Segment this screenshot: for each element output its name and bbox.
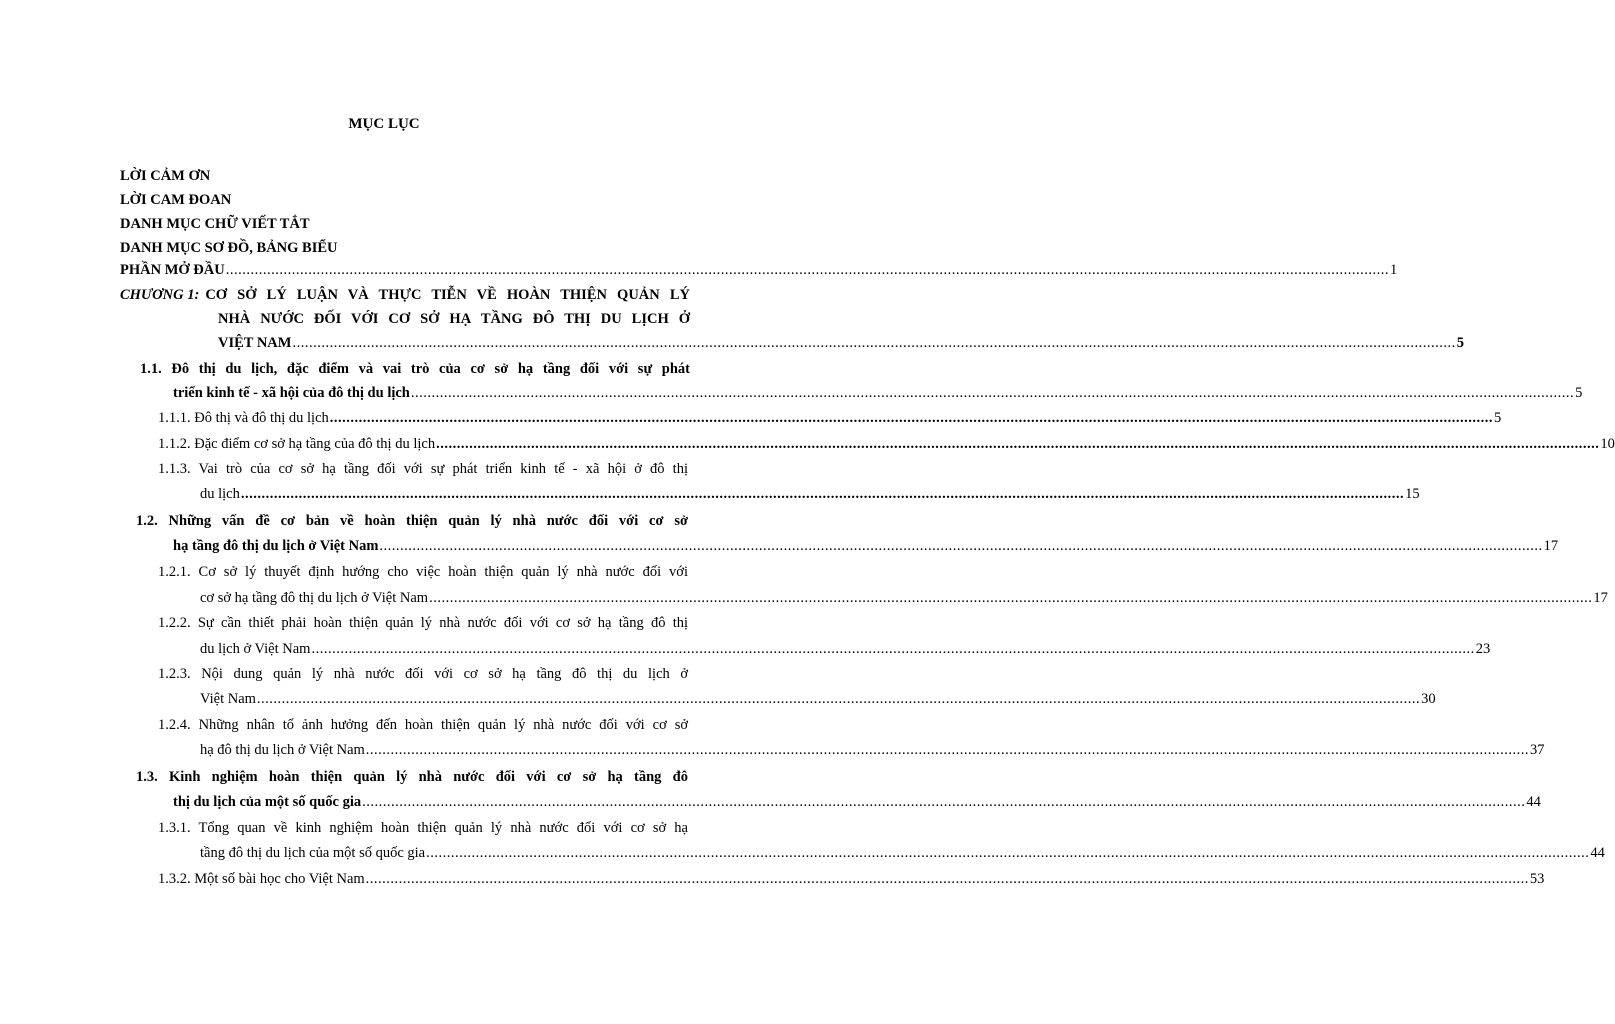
toc-section-1-3-1-line1[interactable]: 1.3.1. Tổng quan về kinh nghiệm hoàn thiện quản lý nhà nước đối với cơ sở hạ	[158, 820, 688, 836]
toc-entry-text: thị du lịch của một số quốc gia	[173, 794, 362, 810]
toc-section-1-1-1[interactable]	[158, 409, 1502, 427]
toc-front-acknowledgement[interactable]: LỜI CẢM ƠN	[120, 168, 211, 184]
toc-section-1-3-line2[interactable]	[173, 793, 1541, 811]
toc-front-abbreviations[interactable]: DANH MỤC CHỮ VIẾT TẮT	[120, 216, 310, 232]
toc-chapter1-line1[interactable]	[120, 286, 690, 304]
toc-chapter1-line3[interactable]	[218, 334, 1464, 352]
toc-page-number: 1	[1389, 262, 1398, 278]
toc-entry-text: 1.3.2. Một số bài học cho Việt Nam	[158, 871, 365, 887]
toc-chapter1-line2[interactable]: NHÀ NƯỚC ĐỐI VỚI CƠ SỞ HẠ TẦNG ĐÔ THỊ DU LỊCH Ở	[218, 311, 690, 327]
toc-entry-text: PHẦN MỞ ĐẦU	[120, 262, 225, 278]
toc-front-declaration[interactable]: LỜI CAM ĐOAN	[120, 192, 232, 208]
toc-entry-text: cơ sở hạ tầng đô thị du lịch ở Việt Nam	[200, 590, 429, 606]
toc-entry-text: triển kinh tế - xã hội của đô thị du lịch	[173, 385, 410, 401]
toc-page-number: 44	[1526, 794, 1541, 810]
dot-leader: ..........................................................................................................................................................................................................................................................................................	[329, 410, 1494, 426]
toc-page-number: 10	[1600, 436, 1615, 452]
toc-front-diagrams[interactable]: DANH MỤC SƠ ĐỒ, BẢNG BIỂU	[120, 240, 338, 256]
toc-entry-text: 1.1.2. Đặc điểm cơ sở hạ tầng của đô thị du lịch	[158, 436, 436, 452]
toc-page-number: 30	[1421, 691, 1436, 707]
toc-entry-text: 1.1.1. Đô thị và đô thị du lịch	[158, 410, 329, 426]
dot-leader: ..........................................................................................................................................................................................................................................................................................	[362, 794, 1526, 810]
toc-section-1-2-3-line2[interactable]	[200, 690, 1436, 708]
toc-page-number: 53	[1529, 871, 1545, 887]
toc-section-1-3-line1[interactable]: 1.3. Kinh nghiệm hoàn thiện quản lý nhà nước đối với cơ sở hạ tầng đô	[136, 769, 688, 785]
toc-page-number: 23	[1475, 641, 1491, 657]
toc-entry-text: du lịch ở Việt Nam	[200, 641, 311, 657]
toc-section-1-3-1-line2[interactable]	[200, 844, 1605, 862]
toc-entry-text: VIỆT NAM	[218, 335, 292, 351]
dot-leader: ..........................................................................................................................................................................................................................................................................................	[436, 436, 1600, 452]
toc-entry-intro[interactable]	[120, 261, 1398, 279]
dot-leader: ..........................................................................................................................................................................................................................................................................................	[365, 871, 1529, 887]
dot-leader: ..........................................................................................................................................................................................................................................................................................	[225, 262, 1389, 278]
toc-section-1-2-3-line1[interactable]: 1.2.3. Nội dung quản lý nhà nước đối với cơ sở hạ tầng đô thị du lịch ở	[158, 666, 688, 682]
dot-leader: ..........................................................................................................................................................................................................................................................................................	[240, 486, 1405, 502]
toc-section-1-1-3-line2[interactable]	[200, 485, 1420, 503]
toc-page-number: 17	[1593, 590, 1608, 606]
dot-leader: ..........................................................................................................................................................................................................................................................................................	[311, 641, 1475, 657]
toc-section-1-1-line1[interactable]: 1.1. Đô thị du lịch, đặc điểm và vai trò của cơ sở hạ tầng đối với sự phát	[140, 361, 690, 377]
toc-entry-text: tầng đô thị du lịch của một số quốc gia	[200, 845, 426, 861]
toc-page-number: 5	[1456, 335, 1464, 351]
dot-leader: ..........................................................................................................................................................................................................................................................................................	[410, 385, 1575, 401]
chapter-title-line1: CƠ SỞ LÝ LUẬN VÀ THỰC TIỄN VỀ HOÀN THIỆN QUẢN LÝ	[205, 287, 690, 303]
toc-section-1-2-2-line2[interactable]	[200, 640, 1491, 658]
toc-page-number: 44	[1590, 845, 1605, 861]
page-title: MỤC LỤC	[348, 116, 420, 132]
dot-leader: ..........................................................................................................................................................................................................................................................................................	[256, 691, 1421, 707]
toc-page-number: 15	[1405, 486, 1420, 502]
chapter-label: CHƯƠNG 1:	[120, 287, 200, 303]
toc-section-1-1-3-line1[interactable]: 1.1.3. Vai trò của cơ sở hạ tầng đối với sự phát triển kinh tế - xã hội ở đô thị	[158, 461, 688, 477]
toc-section-1-2-line2[interactable]	[173, 537, 1559, 555]
dot-leader: ..........................................................................................................................................................................................................................................................................................	[379, 538, 1543, 554]
dot-leader: ..........................................................................................................................................................................................................................................................................................	[292, 335, 1456, 351]
toc-section-1-2-4-line1[interactable]: 1.2.4. Những nhân tố ảnh hưởng đến hoàn thiện quản lý nhà nước đối với cơ sở	[158, 717, 688, 733]
toc-section-1-3-2[interactable]	[158, 870, 1545, 888]
dot-leader: ..........................................................................................................................................................................................................................................................................................	[426, 845, 1590, 861]
toc-entry-text: Việt Nam	[200, 691, 256, 707]
toc-section-1-1-2[interactable]	[158, 435, 1615, 453]
toc-page-number: 5	[1494, 410, 1502, 426]
toc-section-1-1-line2[interactable]	[173, 384, 1583, 402]
dot-leader: ..........................................................................................................................................................................................................................................................................................	[365, 742, 1530, 758]
toc-section-1-2-line1[interactable]: 1.2. Những vấn đề cơ bản về hoàn thiện quản lý nhà nước đối với cơ sở	[136, 513, 688, 529]
toc-section-1-2-1-line2[interactable]	[200, 589, 1608, 607]
toc-page-number: 37	[1530, 742, 1545, 758]
toc-section-1-2-2-line1[interactable]: 1.2.2. Sự cần thiết phải hoàn thiện quản lý nhà nước đối với cơ sở hạ tầng đô thị	[158, 615, 688, 631]
toc-section-1-2-1-line1[interactable]: 1.2.1. Cơ sở lý thuyết định hướng cho việc hoàn thiện quản lý nhà nước đối với	[158, 564, 688, 580]
toc-page-number: 17	[1543, 538, 1559, 554]
toc-section-1-2-4-line2[interactable]	[200, 741, 1545, 759]
toc-entry-text: hạ tầng đô thị du lịch ở Việt Nam	[173, 538, 379, 554]
dot-leader: ..........................................................................................................................................................................................................................................................................................	[429, 590, 1593, 606]
toc-entry-text: du lịch	[200, 486, 240, 502]
toc-page-number: 5	[1575, 385, 1583, 401]
toc-entry-text: hạ đô thị du lịch ở Việt Nam	[200, 742, 365, 758]
